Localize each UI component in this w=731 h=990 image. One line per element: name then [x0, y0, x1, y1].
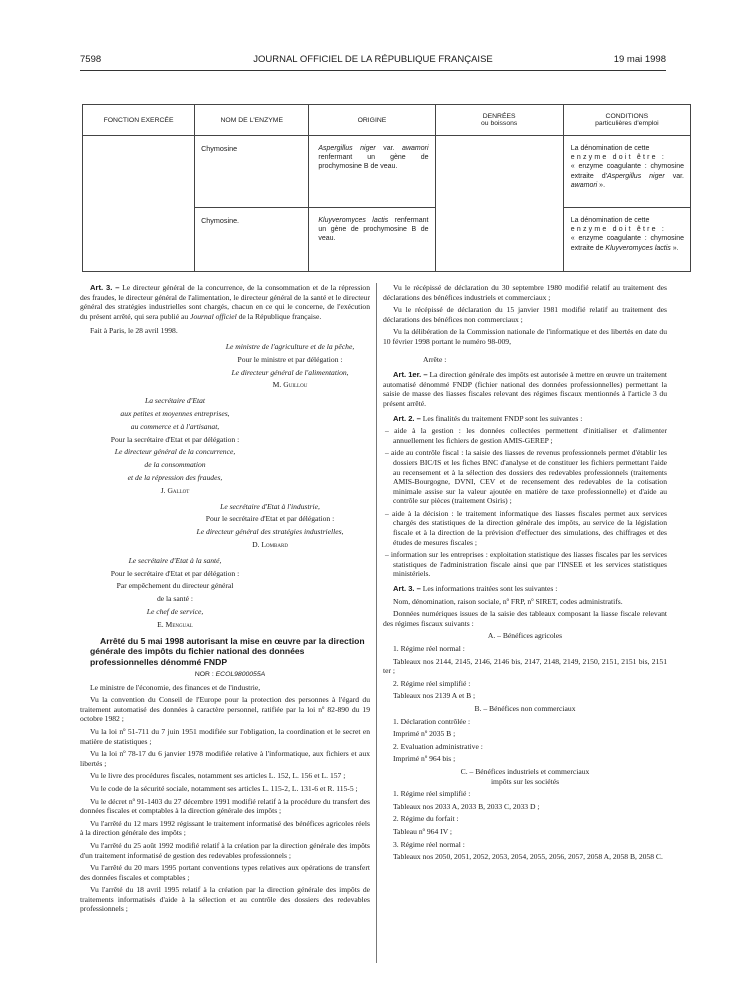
- paragraph: Vu le code de la sécurité sociale, notamment ses articles L. 115-2, L. 131-6 et R. 115-5 ;: [90, 783, 358, 793]
- page-header: [80, 50, 666, 70]
- paragraph: Nom, dénomination, raison sociale, nº FRP, nº SIRET, codes administratifs.: [393, 596, 623, 606]
- paragraph: Vu la loi nº 51-711 du 7 juin 1951 modifiée sur l'obligation, la coordination et le secret en matière de statistiques ;: [80, 726, 370, 746]
- header-rule: [80, 70, 666, 71]
- regime-tables: Imprimé nº 2035 B ;: [393, 729, 456, 739]
- table-header-row: [83, 105, 691, 136]
- section-heading-a: A. – Bénéfices agricoles: [487, 631, 563, 641]
- signature-sante: Le secrétaire d'Etat à la santé, Pour le secrétaire d'Etat et par délégation : Par empêchement du directeur général de la santé : Le chef de service, E. Mengual: [110, 555, 240, 629]
- col-header-fonction: FONCTION EXERCÉE: [83, 105, 195, 136]
- signature-agriculture: Le ministre de l'agriculture et de la pêche, Pour le ministre et par délégation : Le directeur général de l'alimentation, M. Guillou: [225, 341, 355, 390]
- regime-label: 3. Régime réel normal :: [393, 839, 465, 849]
- article-3: Art. 3. – Le directeur général de la concurrence, de la consommation et de la répression des fraudes, le directeur général de l'alimentation, le directeur général de la santé et le directeur général des stratégies industrielles sont chargés, chacun en ce qui le concerne, de l'exécution du présent arrêté, qui sera publié au Journal officiel de la République française.: [80, 283, 371, 321]
- signature-industrie: Le secrétaire d'Etat à l'industrie, Pour le secrétaire d'Etat et par délégation : Le directeur général des stratégies industrielles, D. Lombard: [196, 501, 344, 549]
- decree-title: Arrêté du 5 mai 1998 autorisant la mise en œuvre par la direction générale des impôts du fichier national des données professionnelles dénommé FNDP: [90, 635, 365, 667]
- col-header-conditions: CONDITIONS particulières d'emploi: [563, 105, 690, 136]
- paragraph: Vu le décret nº 91-1403 du 27 décembre 1991 modifié relatif à la procédure du transfert des données fiscales et comptables à la direction générale des impôts ;: [80, 796, 370, 816]
- cell-fonction: [83, 136, 195, 272]
- nor-reference: NOR : ECOL9800055A: [194, 671, 266, 678]
- col-header-nom: NOM DE L'ENZYME: [195, 105, 309, 136]
- paragraph: Vu le récépissé de déclaration du 30 septembre 1980 modifié relatif au traitement des déclarations des bénéfices industriels et commerciaux ;: [383, 283, 667, 302]
- paragraph: Le ministre de l'économie, des finances et de l'industrie,: [90, 682, 261, 692]
- left-column: [80, 283, 370, 917]
- regime-tables: Tableaux nos 2144, 2145, 2146, 2146 bis, 2147, 2148, 2149, 2150, 2151, 2151 bis, 2151 ter ;: [383, 656, 667, 676]
- col-header-denrees: DENRÉES ou boissons: [435, 105, 563, 136]
- section-heading-b: B. – Bénéfices non commerciaux: [474, 703, 576, 713]
- page-number: 7598: [80, 54, 102, 65]
- article-1: Art. 1er. – La direction générale des impôts est autorisée à mettre en œuvre un traitement automatisé dénommé FNDP (fichier national des données professionnelles) permettant la saisie de masse des liasses fiscales relevant des régimes fiscaux mentionnés à l'article 3 du présent arrêté.: [383, 370, 667, 408]
- regime-label: 2. Régime réel simplifié :: [393, 678, 471, 688]
- right-column: [383, 283, 667, 865]
- paragraph: Vu l'arrêté du 25 août 1992 modifié relatif à la création par la direction générale des impôts d'un traitement informatisé de gestion des redevables professionnels ;: [80, 840, 370, 860]
- col-header-origine: ORIGINE: [309, 105, 435, 136]
- regime-tables: Imprimé nº 964 bis ;: [393, 754, 456, 764]
- table-row: [83, 136, 691, 208]
- paragraph: Vu l'arrêté du 18 avril 1995 relatif à la création par la direction générale des impôts de traitements informatisés d'aide à la sélection et au contrôle des dossiers des redevables professionnels ;: [80, 885, 370, 914]
- paragraph: Vu la loi nº 78-17 du 6 janvier 1978 modifiée relative à l'informatique, aux fichiers et aux libertés ;: [80, 749, 370, 768]
- arrete-heading: Arrête :: [423, 354, 447, 364]
- regime-label: 1. Déclaration contrôlée :: [393, 716, 471, 726]
- cell-conditions: La dénomination de cette enzyme doit être : « enzyme coagulante : chymosine extraite d'Aspergillus niger var. awamori ».: [563, 136, 690, 208]
- paragraph: Vu le récépissé de déclaration du 15 janvier 1981 modifié relatif au traitement des déclarations des bénéfices non commerciaux ;: [383, 305, 667, 324]
- column-divider: [376, 283, 377, 963]
- article-2: Art. 2. – Les finalités du traitement FNDP sont les suivantes :: [393, 413, 583, 423]
- list-item: – aide au contrôle fiscal : la saisie des liasses de revenus professionnels permet d'établir les dossiers BIC/IS et les fiches BNC d'analyse et de constituer les fichiers permettant l'aide au recensement et à la sélection des dossiers des redevables professionnels (traitements AMIS-Bourgogne, DVNI, CEV et de recensement des redevables de la cotisation minimale assise sur la valeur ajoutée en matière de taxe professionnelle) et d'aide au contrôle sur pièces (traitement Osiris) ;: [385, 448, 667, 506]
- regime-tables: Tableaux nos 2033 A, 2033 B, 2033 C, 2033 D ;: [393, 801, 540, 811]
- enzyme-table: [82, 104, 691, 272]
- regime-label: 2. Régime du forfait :: [393, 814, 459, 824]
- paragraph: Vu l'arrêté du 20 mars 1995 portant conventions types relatives aux opérations de transfert des données fiscales et comptables ;: [80, 863, 370, 882]
- paragraph: Données numériques issues de la saisie des tableaux composant la liasse fiscale relevant des régimes fiscaux suivants :: [383, 609, 667, 628]
- list-item: – aide à la décision : le traitement informatique des liasses fiscales permet aux services chargés des statistiques de la direction générale des impôts, au service de la législation fiscale et à la direction de la prévision d'effectuer des simulations, des chiffrages et des études de mesures fiscales ;: [385, 508, 667, 547]
- cell-nom: Chymosine.: [195, 208, 309, 272]
- cell-denrees: [435, 136, 563, 272]
- section-heading-c: C. – Bénéfices industriels et commerciaux impôts sur les sociétés: [460, 766, 590, 786]
- cell-origine: Kluyveromyces lactis renfermant un gène de prochymosine B de veau.: [309, 208, 435, 272]
- fait-a-paris: Fait à Paris, le 28 avril 1998.: [90, 326, 178, 336]
- signature-pme: La secrétaire d'Etat aux petites et moyennes entreprises, au commerce et à l'artisanat, Pour la secrétaire d'Etat et par délégation : Le directeur général de la concurrence, de la consommation et de la répression des fraudes, J. Gallot: [110, 396, 240, 495]
- regime-label: 2. Evaluation administrative :: [393, 741, 483, 751]
- issue-date: 19 mai 1998: [613, 54, 666, 65]
- paragraph: Vu l'arrêté du 12 mars 1992 régissant le traitement informatisé des bénéfices agricoles réels à la direction générale des impôts ;: [80, 818, 370, 838]
- article-3-right: Art. 3. – Les informations traitées sont les suivantes :: [393, 584, 558, 594]
- regime-tables: Tableau nº 964 IV ;: [393, 826, 453, 836]
- cell-nom: Chymosine: [195, 136, 309, 208]
- cell-origine: Aspergillus niger var. awamori renfermant un gène de prochymosine B de veau.: [309, 136, 435, 208]
- list-item: – information sur les entreprises : exploitation statistique des liasses fiscales par les services statistiques de l'administration fiscale ainsi que par l'INSEE et les services statistiques ministériels.: [385, 550, 667, 579]
- paragraph: Vu la délibération de la Commission nationale de l'informatique et des libertés en date du 10 février 1998 portant le numéro 98-009,: [383, 327, 667, 346]
- list-item: – aide à la gestion : les données collectées permettent d'initialiser et d'alimenter annuellement les fichiers de gestion AMIS-GEREP ;: [385, 426, 667, 445]
- cell-conditions: La dénomination de cette enzyme doit être : « enzyme coagulante : chymosine extraite de Kluyveromyces lactis ».: [563, 208, 690, 272]
- journal-title: JOURNAL OFFICIEL DE LA RÉPUBLIQUE FRANÇAISE: [253, 54, 493, 65]
- paragraph: Vu le livre des procédures fiscales, notamment ses articles L. 152, L. 156 et L. 157 ;: [90, 771, 346, 781]
- regime-tables: Tableaux nos 2139 A et B ;: [393, 691, 476, 701]
- regime-label: 1. Régime réel normal :: [393, 644, 465, 653]
- regime-label: 1. Régime réel simplifié :: [393, 789, 471, 799]
- regime-tables: Tableaux nos 2050, 2051, 2052, 2053, 2054, 2055, 2056, 2057, 2058 A, 2058 B, 2058 C.: [393, 852, 663, 862]
- paragraph: Vu la convention du Conseil de l'Europe pour la protection des personnes à l'égard du traitement automatisé des données à caractère personnel, ratifiée par la loi nº 82-890 du 19 octobre 1982 ;: [80, 695, 370, 724]
